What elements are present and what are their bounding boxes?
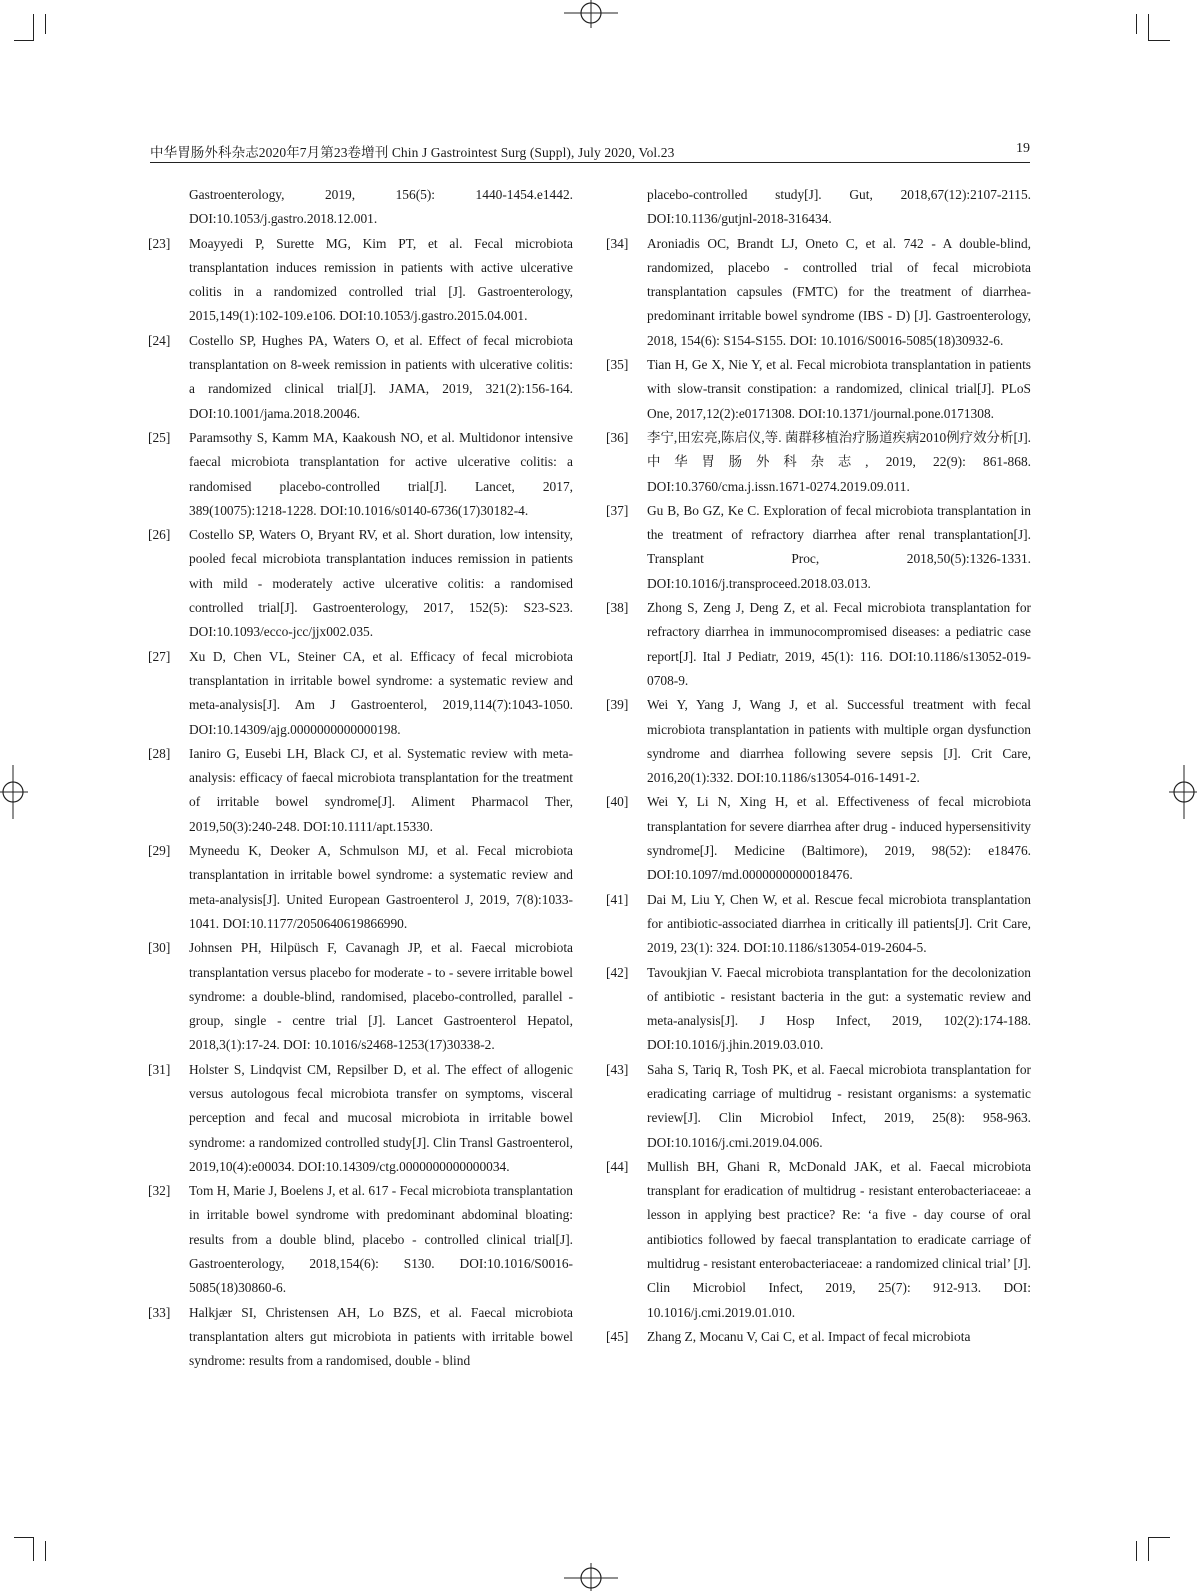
reference-number: [24] <box>148 332 171 348</box>
reference-number: [31] <box>148 1061 171 1077</box>
crop-mark <box>14 40 34 41</box>
reference-text: Wei Y, Li N, Xing H, et al. Effectiveness of fecal microbiota transplantation for severe diarrhea after drug - induced hypersensitivity syndrome[J]. Medicine (Baltimore), 2019, 98(52): e18476. DOI:10.1097/md.0000000000018476. <box>647 794 1031 883</box>
reference-number: [29] <box>148 843 171 859</box>
reference-item <box>148 329 573 426</box>
reference-item <box>606 693 1031 790</box>
crop-mark <box>1136 1541 1137 1561</box>
reference-item <box>606 1058 1031 1155</box>
reference-item <box>148 645 573 742</box>
reference-item <box>148 426 573 523</box>
reference-text: Ianiro G, Eusebi LH, Black CJ, et al. Systematic review with meta-analysis: efficacy of faecal microbiota transplantation for the treatment of irritable bowel syndrome[J]. Aliment Pharmacol Ther, 2019,50(3):240-248. DOI:10.1111/apt.15330. <box>189 745 573 834</box>
reference-column-left <box>148 183 573 1374</box>
reference-item <box>606 888 1031 961</box>
reference-text: Zhang Z, Mocanu V, Cai C, et al. Impact of fecal microbiota <box>647 1328 971 1344</box>
page-number: 19 <box>1016 141 1030 156</box>
reference-continuation: Gastroenterology, 2019, 156(5): 1440-1454.e1442. DOI:10.1053/j.gastro.2018.12.001. <box>189 187 573 227</box>
reference-text: Johnsen PH, Hilpüsch F, Cavanagh JP, et al. Faecal microbiota transplantation versus placebo for moderate - to - severe irritable bowel syndrome: a double-blind, randomised, placebo-controlled, parallel - group, single - centre trial [J]. Lancet Gastroenterol Hepatol, 2018,3(1):17-24. DOI: 10.1016/s2468-1253(17)30338-2. <box>189 940 573 1053</box>
reference-column-right <box>606 183 1031 1349</box>
registration-mark-icon <box>1169 765 1197 819</box>
reference-item <box>148 839 573 936</box>
reference-number: [37] <box>606 502 629 518</box>
reference-text: Gu B, Bo GZ, Ke C. Exploration of fecal microbiota transplantation in the treatment of refractory diarrhea after renal transplantation[J]. Transplant Proc, 2018,50(5):1326-1331. DOI:10.1016/j.transproceed.2018.03.013. <box>647 502 1031 591</box>
reference-number: [36] <box>606 429 629 445</box>
reference-item <box>606 1325 1031 1349</box>
reference-number: [34] <box>606 235 629 251</box>
reference-text: Moayyedi P, Surette MG, Kim PT, et al. Fecal microbiota transplantation induces remission in patients with active ulcerative colitis in a randomized controlled trial [J]. Gastroenterology, 2015,149(1):102-109.e106. DOI:10.1053/j.gastro.2015.04.001. <box>189 235 573 324</box>
reference-text: Saha S, Tariq R, Tosh PK, et al. Faecal microbiota transplantation for eradicating carriage of multidrug - resistant organisms: a systematic review[J]. Clin Microbiol Infect, 2019, 25(8): 958-963. DOI:10.1016/j.cmi.2019.04.006. <box>647 1061 1031 1150</box>
reference-item <box>606 426 1031 499</box>
reference-item <box>606 499 1031 596</box>
reference-text: Tian H, Ge X, Nie Y, et al. Fecal microbiota transplantation in patients with slow-transit constipation: a randomized, clinical trial[J]. PLoS One, 2017,12(2):e0171308. DOI:10.1371/journal.pone.0171308. <box>647 357 1031 421</box>
reference-number: [33] <box>148 1304 171 1320</box>
reference-number: [23] <box>148 235 171 251</box>
reference-number: [44] <box>606 1158 629 1174</box>
reference-text: Halkjær SI, Christensen AH, Lo BZS, et al. Faecal microbiota transplantation alters gut microbiota in patients with irritable bowel syndrome: results from a randomised, double - blind <box>189 1304 573 1369</box>
crop-mark <box>14 1537 34 1538</box>
crop-mark <box>1136 14 1137 34</box>
reference-text: Dai M, Liu Y, Chen W, et al. Rescue fecal microbiota transplantation for antibiotic-associated diarrhea in critically ill patients[J]. Crit Care, 2019, 23(1): 324. DOI:10.1186/s13054-019-2604-5. <box>647 891 1031 956</box>
crop-mark <box>45 1541 46 1561</box>
reference-item <box>148 523 573 644</box>
reference-item <box>606 1155 1031 1325</box>
crop-mark <box>1148 14 1149 40</box>
reference-item <box>606 232 1031 353</box>
reference-text: Tavoukjian V. Faecal microbiota transplantation for the decolonization of antibiotic - resistant bacteria in the gut: a systematic review and meta-analysis[J]. J Hosp Infect, 2019, 102(2):174-188. DOI:10.1016/j.jhin.2019.03.010. <box>647 964 1031 1053</box>
reference-number: [25] <box>148 429 171 445</box>
reference-number: [27] <box>148 648 171 664</box>
reference-number: [30] <box>148 940 171 956</box>
reference-item <box>606 353 1031 426</box>
reference-item <box>148 1179 573 1300</box>
reference-text: Paramsothy S, Kamm MA, Kaakoush NO, et al. Multidonor intensive faecal microbiota transplantation for active ulcerative colitis: a randomised placebo-controlled trial[J]. Lancet, 2017, 389(10075):1218-1228. DOI:10.1016/s0140-6736(17)30182-4. <box>189 429 573 518</box>
reference-number: [45] <box>606 1328 629 1344</box>
registration-mark-icon <box>0 765 28 819</box>
reference-text: 李宁,田宏亮,陈启仪,等. 菌群移植治疗肠道疾病2010例疗效分析[J]. 中华胃肠外科杂志, 2019, 22(9): 861-868. DOI:10.3760/cma.j.issn.1671-0274.2019.09.011. <box>647 429 1031 494</box>
reference-continuation: placebo-controlled study[J]. Gut, 2018,67(12):2107-2115. DOI:10.1136/gutjnl-2018-316434. <box>647 187 1031 227</box>
reference-number: [40] <box>606 794 629 810</box>
running-header <box>150 140 1030 163</box>
crop-mark <box>1148 1537 1149 1561</box>
reference-number: [38] <box>606 600 629 616</box>
reference-number: [32] <box>148 1183 171 1199</box>
reference-number: [28] <box>148 745 171 761</box>
reference-text: Zhong S, Zeng J, Deng Z, et al. Fecal microbiota transplantation for refractory diarrhea in immunocompromised diseases: a pediatric case report[J]. Ital J Pediatr, 2019, 45(1): 116. DOI:10.1186/s13052-019-0708-9. <box>647 600 1031 688</box>
reference-item <box>606 961 1031 1058</box>
crop-mark <box>1148 40 1170 41</box>
reference-number: [39] <box>606 697 629 713</box>
reference-item <box>606 790 1031 887</box>
registration-mark-icon <box>564 1563 618 1591</box>
reference-text: Costello SP, Waters O, Bryant RV, et al. Short duration, low intensity, pooled fecal microbiota transplantation induces remission in patients with mild - moderately active ulcerative colitis: a randomised controlled trial[J]. Gastroenterology, 2017, 152(5): S23-S23. DOI:10.1093/ecco-jcc/jjx002.035. <box>189 527 573 640</box>
reference-text: Xu D, Chen VL, Steiner CA, et al. Efficacy of fecal microbiota transplantation in irritable bowel syndrome: a systematic review and meta-analysis[J]. Am J Gastroenterol, 2019,114(7):1043-1050. DOI:10.14309/ajg.0000000000000198. <box>189 648 573 737</box>
reference-item <box>148 936 573 1057</box>
registration-mark-icon <box>564 0 618 28</box>
reference-item <box>148 232 573 329</box>
crop-mark <box>33 1537 34 1561</box>
reference-text: Tom H, Marie J, Boelens J, et al. 617 - Fecal microbiota transplantation in irritable bowel syndrome with predominant abdominal bloating: results from a double blind, placebo - controlled clinical trial[J]. Gastroenterology, 2018,154(6): S130. DOI:10.1016/S0016-5085(18)30860-6. <box>189 1183 573 1296</box>
reference-text: Holster S, Lindqvist CM, Repsilber D, et al. The effect of allogenic versus autologous fecal microbiota transfer on symptoms, visceral perception and fecal and mucosal microbiota in irritable bowel syndrome: a randomized controlled study[J]. Clin Transl Gastroenterol, 2019,10(4):e00034. DOI:10.14309/ctg.0000000000000034. <box>189 1061 573 1174</box>
reference-number: [35] <box>606 357 629 373</box>
reference-number: [41] <box>606 891 629 907</box>
reference-text: Myneedu K, Deoker A, Schmulson MJ, et al. Fecal microbiota transplantation in irritable bowel syndrome: a systematic review and meta-analysis[J]. United European Gastroenterol J, 2019, 7(8):1033-1041. DOI:10.1177/2050640619866990. <box>189 843 573 931</box>
reference-number: [42] <box>606 964 629 980</box>
reference-text: Aroniadis OC, Brandt LJ, Oneto C, et al. 742 - A double-blind, randomized, placebo - controlled trial of fecal microbiota transplantation capsules (FMTC) for the treatment of diarrhea-predominant irritable bowel syndrome (IBS - D) [J]. Gastroenterology, 2018, 154(6): S154-S155. DOI: 10.1016/S0016-5085(18)30932-6. <box>647 235 1031 348</box>
reference-text: Mullish BH, Ghani R, McDonald JAK, et al. Faecal microbiota transplant for eradication of multidrug - resistant enterobacteriaceae: a lesson in applying best practice? Re: ‘a five - day course of oral antibiotics followed by faecal transplantation to eradicate carriage of multidrug - resistant enterobacteriaceae: a randomized clinical trial’ [J]. Clin Microbiol Infect, 2019, 25(7): 912-913. DOI: 10.1016/j.cmi.2019.01.010. <box>647 1158 1031 1320</box>
reference-item <box>606 596 1031 693</box>
reference-text: Wei Y, Yang J, Wang J, et al. Successful treatment with fecal microbiota transplantation in patients with multiple organ dysfunction syndrome and diarrhea following severe sepsis [J]. Crit Care, 2016,20(1):332. DOI:10.1186/s13054-016-1491-2. <box>647 697 1031 786</box>
reference-item <box>148 1058 573 1179</box>
crop-mark <box>45 14 46 34</box>
reference-number: [26] <box>148 527 171 543</box>
reference-item <box>148 742 573 839</box>
crop-mark <box>1148 1537 1170 1538</box>
reference-item <box>148 1301 573 1374</box>
running-title: 中华胃肠外科杂志2020年7月第23卷增刊 Chin J Gastrointest Surg (Suppl), July 2020, Vol.23 <box>150 145 675 160</box>
reference-text: Costello SP, Hughes PA, Waters O, et al. Effect of fecal microbiota transplantation on 8-week remission in patients with ulcerative colitis: a randomized clinical trial[J]. JAMA, 2019, 321(2):156-164. DOI:10.1001/jama.2018.20046. <box>189 332 573 421</box>
crop-mark <box>33 14 34 40</box>
reference-number: [43] <box>606 1061 629 1077</box>
